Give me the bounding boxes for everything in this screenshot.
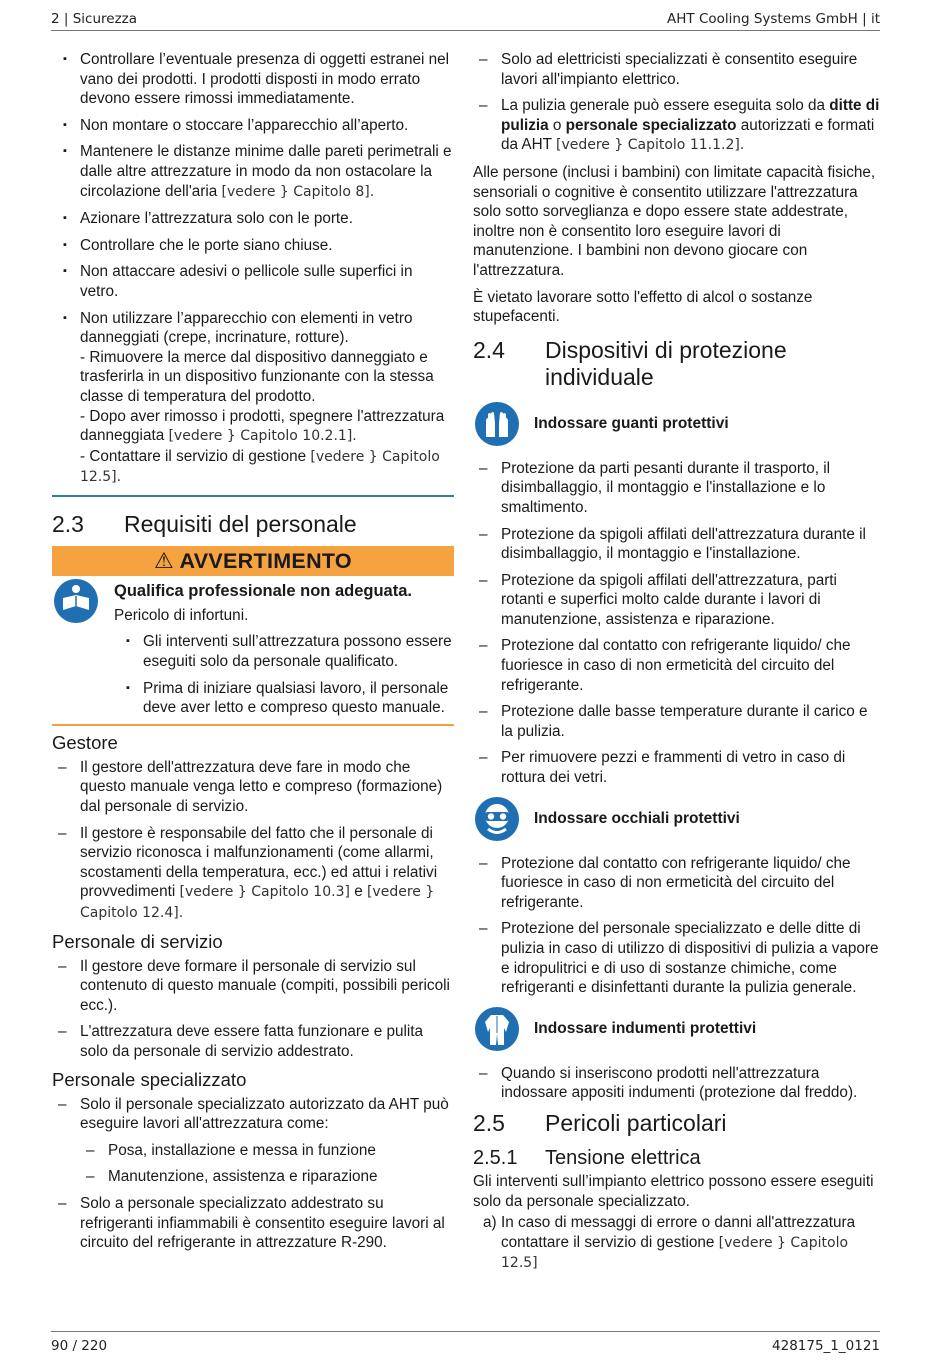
list-item: – Solo ad elettricisti specializzati è consentito eseguire lavori all'impianto elettrico. xyxy=(473,50,880,89)
sub-list-item: – Manutenzione, assistenza e riparazione xyxy=(52,1167,454,1187)
header-section: 2 | Sicurezza xyxy=(51,11,138,27)
subheading-gestore: Gestore xyxy=(52,731,118,753)
paragraph: È vietato lavorare sotto l'effetto di alcol o sostanze stupefacenti. xyxy=(473,288,813,326)
read-manual-icon xyxy=(53,578,99,624)
list-item: – Per rimuovere pezzi e frammenti di vetro in caso di rottura dei vetri. xyxy=(473,748,880,787)
list-item: ▪ Prima di iniziare qualsiasi lavoro, il personale deve aver letto e compreso questo manuale. xyxy=(114,679,454,718)
ppe-label: Indossare occhiali protettivi xyxy=(534,809,740,827)
list-item: ▪ Controllare che le porte siano chiuse. xyxy=(52,236,454,256)
chapter-reference[interactable]: [vedere } Capitolo 11.1.2]. xyxy=(556,137,745,154)
list-item: ▪ Mantenere le distanze minime dalle pareti perimetrali e dalle altre attrezzature in modo da non ostacolare la circolazione dell'aria [vedere } Capitolo 8]. xyxy=(52,142,454,202)
page-number: 90 / 220 xyxy=(51,1338,108,1354)
gloves-icon xyxy=(474,401,520,447)
chapter-reference[interactable]: [vedere } Capitolo 8]. xyxy=(221,183,375,200)
chapter-reference[interactable]: [vedere } Capitolo 10.2.1]. xyxy=(168,428,357,445)
warning-triangle-icon: ⚠ xyxy=(154,547,175,573)
list-item: ▪ Non attaccare adesivi o pellicole sulle superfici in vetro. xyxy=(52,262,454,301)
paragraph: Gli interventi sull’impianto elettrico possono essere eseguiti solo da personale specializzato. xyxy=(473,1172,874,1210)
warning-title: Qualifica professionale non adeguata. xyxy=(114,581,412,600)
sub-list-item: – Posa, installazione e messa in funzione xyxy=(52,1141,454,1161)
paragraph: Alle persone (inclusi i bambini) con limitate capacità fisiche, sensoriali o cognitive è consentito utilizzare l'attrezzatura solo sotto sorveglianza e dopo essere state addestrate, inoltre non è consentito loro eseguire lavori di manutenzione. I bambini non devono giocare con l'attrezzatura. xyxy=(473,163,876,279)
section-heading: 2.5 Pericoli particolari xyxy=(473,1109,727,1136)
list-item: – Protezione da parti pesanti durante il trasporto, il disimballaggio, il montaggio e l'installazione e lo smaltimento. xyxy=(473,459,880,518)
list-item: – Il gestore è responsabile del fatto che il personale di servizio riconosca i malfunzionamenti (come allarmi, scostamenti della temperatura, ecc.) ed attui i relativi provvedimenti [vedere } Capitolo 10.3] e [vedere } Capitolo 12.4]. xyxy=(52,824,454,924)
warning-divider xyxy=(52,724,454,726)
list-item: – Solo il personale specializzato autorizzato da AHT può eseguire lavori all'attrezzatura come: xyxy=(52,1095,454,1134)
section-heading: 2.4 Dispositivi di protezione individuale xyxy=(473,336,787,390)
warning-banner: ⚠ AVVERTIMENTO xyxy=(52,546,454,576)
subheading-specializzato: Personale specializzato xyxy=(52,1068,247,1090)
list-item: – Protezione da spigoli affilati dell'attrezzatura durante il disimballaggio, il montaggio e l'installazione. xyxy=(473,525,880,564)
section-divider xyxy=(52,495,454,497)
protective-clothing-icon xyxy=(474,1006,520,1052)
ppe-label: Indossare guanti protettivi xyxy=(534,414,729,432)
list-item: – Protezione del personale specializzato e delle ditte di pulizia in caso di utilizzo di dispositivi di pulizia a vapore e idropulitrici e di uso di sostanze chimiche, come refrigeranti e disinfettanti durante la pulizia generale. xyxy=(473,919,880,997)
list-item: ▪ Non utilizzare l’apparecchio con elementi in vetro danneggiati (crepe, incrinature, rotture). - Rimuovere la merce dal dispositivo danneggiato e trasferirla in un dispositivo funzionante con la stessa classe di temperatura del prodotto. - Dopo aver rimosso i prodotti, spegnere l'attrezzatura danneggiata [vedere } Capitolo 10.2.1]. - Contattare il servizio di gestione [vedere } Capitolo 12.5]. xyxy=(52,309,454,488)
chapter-reference[interactable]: [vedere } Capitolo 12.5] xyxy=(501,1234,849,1272)
chapter-reference[interactable]: [vedere } Capitolo 10.3] xyxy=(179,884,350,901)
page-header xyxy=(51,0,880,31)
subheading-servizio: Personale di servizio xyxy=(52,930,223,952)
list-item: – Protezione dalle basse temperature durante il carico e la pulizia. xyxy=(473,702,880,741)
list-item: ▪ Controllare l’eventuale presenza di oggetti estranei nel vano dei prodotti. I prodotti disposti in modo errato devono essere rimossi immediatamente. xyxy=(52,50,454,109)
ppe-goggles xyxy=(473,796,880,842)
chapter-reference[interactable]: [vedere } Capitolo 12.5]. xyxy=(80,448,440,486)
page-footer xyxy=(51,1331,880,1354)
list-item: – Protezione dal contatto con refrigerante liquido/ che fuoriesce in caso di non ermeticità del circuito del refrigerante. xyxy=(473,854,880,913)
list-item: – L'attrezzatura deve essere fatta funzionare e pulita solo da personale di servizio addestrato. xyxy=(52,1022,454,1061)
list-item: – Protezione da spigoli affilati dell'attrezzatura, parti rotanti e superfici molto calde durante i lavori di manutenzione, assistenza e riparazione. xyxy=(473,571,880,630)
left-column xyxy=(52,50,454,1260)
list-item: – Il gestore deve formare il personale di servizio sul contenuto di questo manuale (compiti, possibili pericoli ecc.). xyxy=(52,957,454,1016)
list-item: ▪ Gli interventi sull’attrezzatura possono essere eseguiti solo da personale qualificato. xyxy=(114,632,454,671)
list-item: ▪ Non montare o stoccare l’apparecchio all’aperto. xyxy=(52,116,454,136)
list-item: a) In caso di messaggi di errore o danni all'attrezzatura contattare il servizio di gestione [vedere } Capitolo 12.5] xyxy=(483,1214,856,1272)
warning-box xyxy=(52,576,454,718)
chapter-reference[interactable]: [vedere } Capitolo 12.4]. xyxy=(80,884,435,921)
ppe-clothing xyxy=(473,1006,880,1052)
section-heading: 2.3 Requisiti del personale xyxy=(52,510,357,537)
list-item: – Quando si inseriscono prodotti nell'attrezzatura indossare appositi indumenti (protezione dal freddo). xyxy=(473,1064,880,1103)
document-id: 428175_1_0121 xyxy=(772,1338,880,1354)
subsection-heading: 2.5.1 Tensione elettrica xyxy=(473,1146,701,1169)
goggles-icon xyxy=(474,796,520,842)
list-item: ▪ Azionare l’attrezzatura solo con le porte. xyxy=(52,209,454,229)
list-item: – La pulizia generale può essere eseguita solo da ditte di pulizia o personale specializzato autorizzati e formati da AHT [vedere } Capitolo 11.1.2]. xyxy=(473,96,880,156)
right-column xyxy=(473,50,880,1274)
warning-text: Pericolo di infortuni. xyxy=(114,606,249,624)
list-item: – Il gestore dell'attrezzatura deve fare in modo che questo manuale venga letto e compreso (formazione) dal personale di servizio. xyxy=(52,758,454,817)
list-item: – Solo a personale specializzato addestrato su refrigeranti infiammabili è consentito eseguire lavori al circuito del refrigerante in attrezzature R-290. xyxy=(52,1194,454,1253)
ppe-label: Indossare indumenti protettivi xyxy=(534,1019,757,1037)
list-item: – Protezione dal contatto con refrigerante liquido/ che fuoriesce in caso di non ermeticità del circuito del refrigerante. xyxy=(473,636,880,695)
ppe-gloves xyxy=(473,401,880,447)
header-company: AHT Cooling Systems GmbH | it xyxy=(667,11,880,27)
